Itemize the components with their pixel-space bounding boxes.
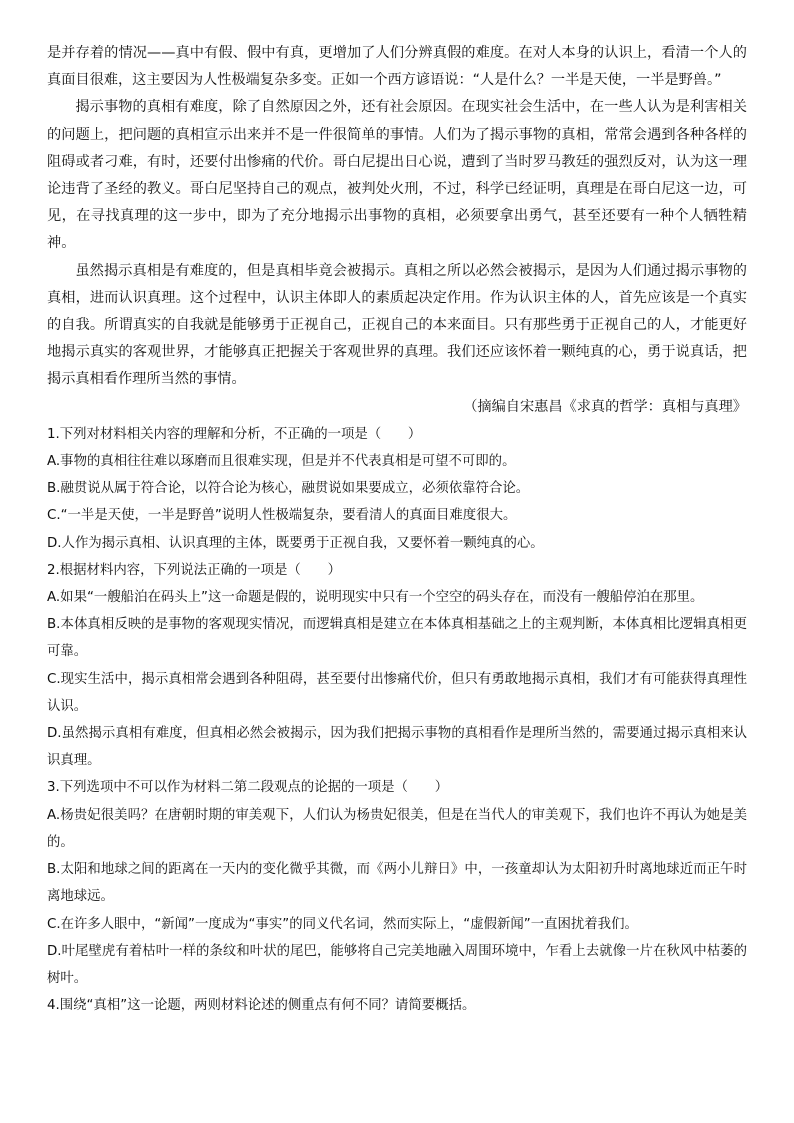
question-stem: 4.围绕“真相”这一论题，两则材料论述的侧重点有何不同？请简要概括。 [47,998,476,1014]
question-2 [47,557,747,775]
option-b: B.融贯说从属于符合论，以符合论为核心，融贯说如果要成立，必须依靠符合论。 [47,481,530,497]
option-a: A.如果“一艘船泊在码头上”这一命题是假的，说明现实中只有一个空空的码头存在，而没有一艘船停泊在那里。 [47,590,704,606]
option-d: D.叶尾壁虎有着枯叶一样的条纹和叶状的尾巴，能够将自己完美地融入周围环境中，乍看上去就像一片在秋风中枯萎的树叶。 [47,943,747,986]
option-a: A.事物的真相往往难以琢磨而且很难实现，但是并不代表真相是可望不可即的。 [47,454,516,470]
option-c: C.现实生活中，揭示真相常会遇到各种阻碍，甚至要付出惨痛代价，但只有勇敢地揭示真相，我们才有可能获得真理性认识。 [47,671,747,714]
passage-paragraph-3: 虽然揭示真相是有难度的，但是真相毕竟会被揭示。真相之所以必然会被揭示，是因为人们通过揭示事物的真相，进而认识真理。这个过程中，认识主体即人的素质起决定作用。作为认识主体的人，首先应该是一个真实的自我。所谓真实的自我就是能够勇于正视自己，正视自己的本来面目。只有那些勇于正视自己的人，才能更好地揭示真实的客观世界，才能够真正把握关于客观世界的真理。我们还应该怀着一颗纯真的心，勇于说真话，把揭示真相看作理所当然的事情。 [47,262,747,388]
passage-paragraph-2: 揭示事物的真相有难度，除了自然原因之外，还有社会原因。在现实社会生活中，在一些人认为是利害相关的问题上，把问题的真相宣示出来并不是一件很简单的事情。人们为了揭示事物的真相，常常会遇到各种各样的阻碍或者刁难，有时，还要付出惨痛的代价。哥白尼提出日心说，遭到了当时罗马教廷的强烈反对，认为这一理论违背了圣经的教义。哥白尼坚持自己的观点，被判处火刑，不过，科学已经证明，真理是在哥白尼这一边，可见，在寻找真理的这一步中，即为了充分地揭示出事物的真相，必须要拿出勇气，甚至还要有一种个人牺牲精神。 [47,99,747,252]
question-4 [47,992,747,1019]
option-c: C.“一半是天使，一半是野兽”说明人性极端复杂，要看清人的真面目难度很大。 [47,508,517,524]
option-b: B.本体真相反映的是事物的客观现实情况，而逻辑真相是建立在本体真相基础之上的主观判断，本体真相比逻辑真相更可靠。 [47,617,747,660]
option-a: A.杨贵妃很美吗？在唐朝时期的审美观下，人们认为杨贵妃很美，但是在当代人的审美观下，我们也许不再认为她是美的。 [47,807,747,850]
question-stem: 1.下列对材料相关内容的理解和分析，不正确的一项是（ ） [47,426,422,442]
document-page [47,40,747,1019]
option-c: C.在许多人眼中，“新闻”一度成为“事实”的同义代名词，然而实际上，“虚假新闻”一直困扰着我们。 [47,916,638,932]
option-d: D.人作为揭示真相、认识真理的主体，既要勇于正视自我，又要怀着一颗纯真的心。 [47,535,544,551]
question-stem: 2.根据材料内容，下列说法正确的一项是（ ） [47,562,341,578]
question-3 [47,774,747,992]
passage-paragraph-1: 是并存着的情况——真中有假、假中有真，更增加了人们分辨真假的难度。在对人本身的认识上，看清一个人的真面目很难，这主要因为人性极端复杂多变。正如一个西方谚语说：“人是什么？一半是天使，一半是野兽。” [47,45,747,89]
question-1 [47,421,747,557]
option-d: D.虽然揭示真相有难度，但真相必然会被揭示，因为我们把揭示事物的真相看作是理所当然的，需要通过揭示真相来认识真理。 [47,726,747,769]
option-b: B.太阳和地球之间的距离在一天内的变化微乎其微，而《两小儿辩日》中，一孩童却认为太阳初升时离地球近而正午时离地球远。 [47,862,747,905]
passage-source: （摘编自宋惠昌《求真的哲学：真相与真理》 [463,398,747,415]
question-stem: 3.下列选项中不可以作为材料二第二段观点的论据的一项是（ ） [47,780,449,796]
